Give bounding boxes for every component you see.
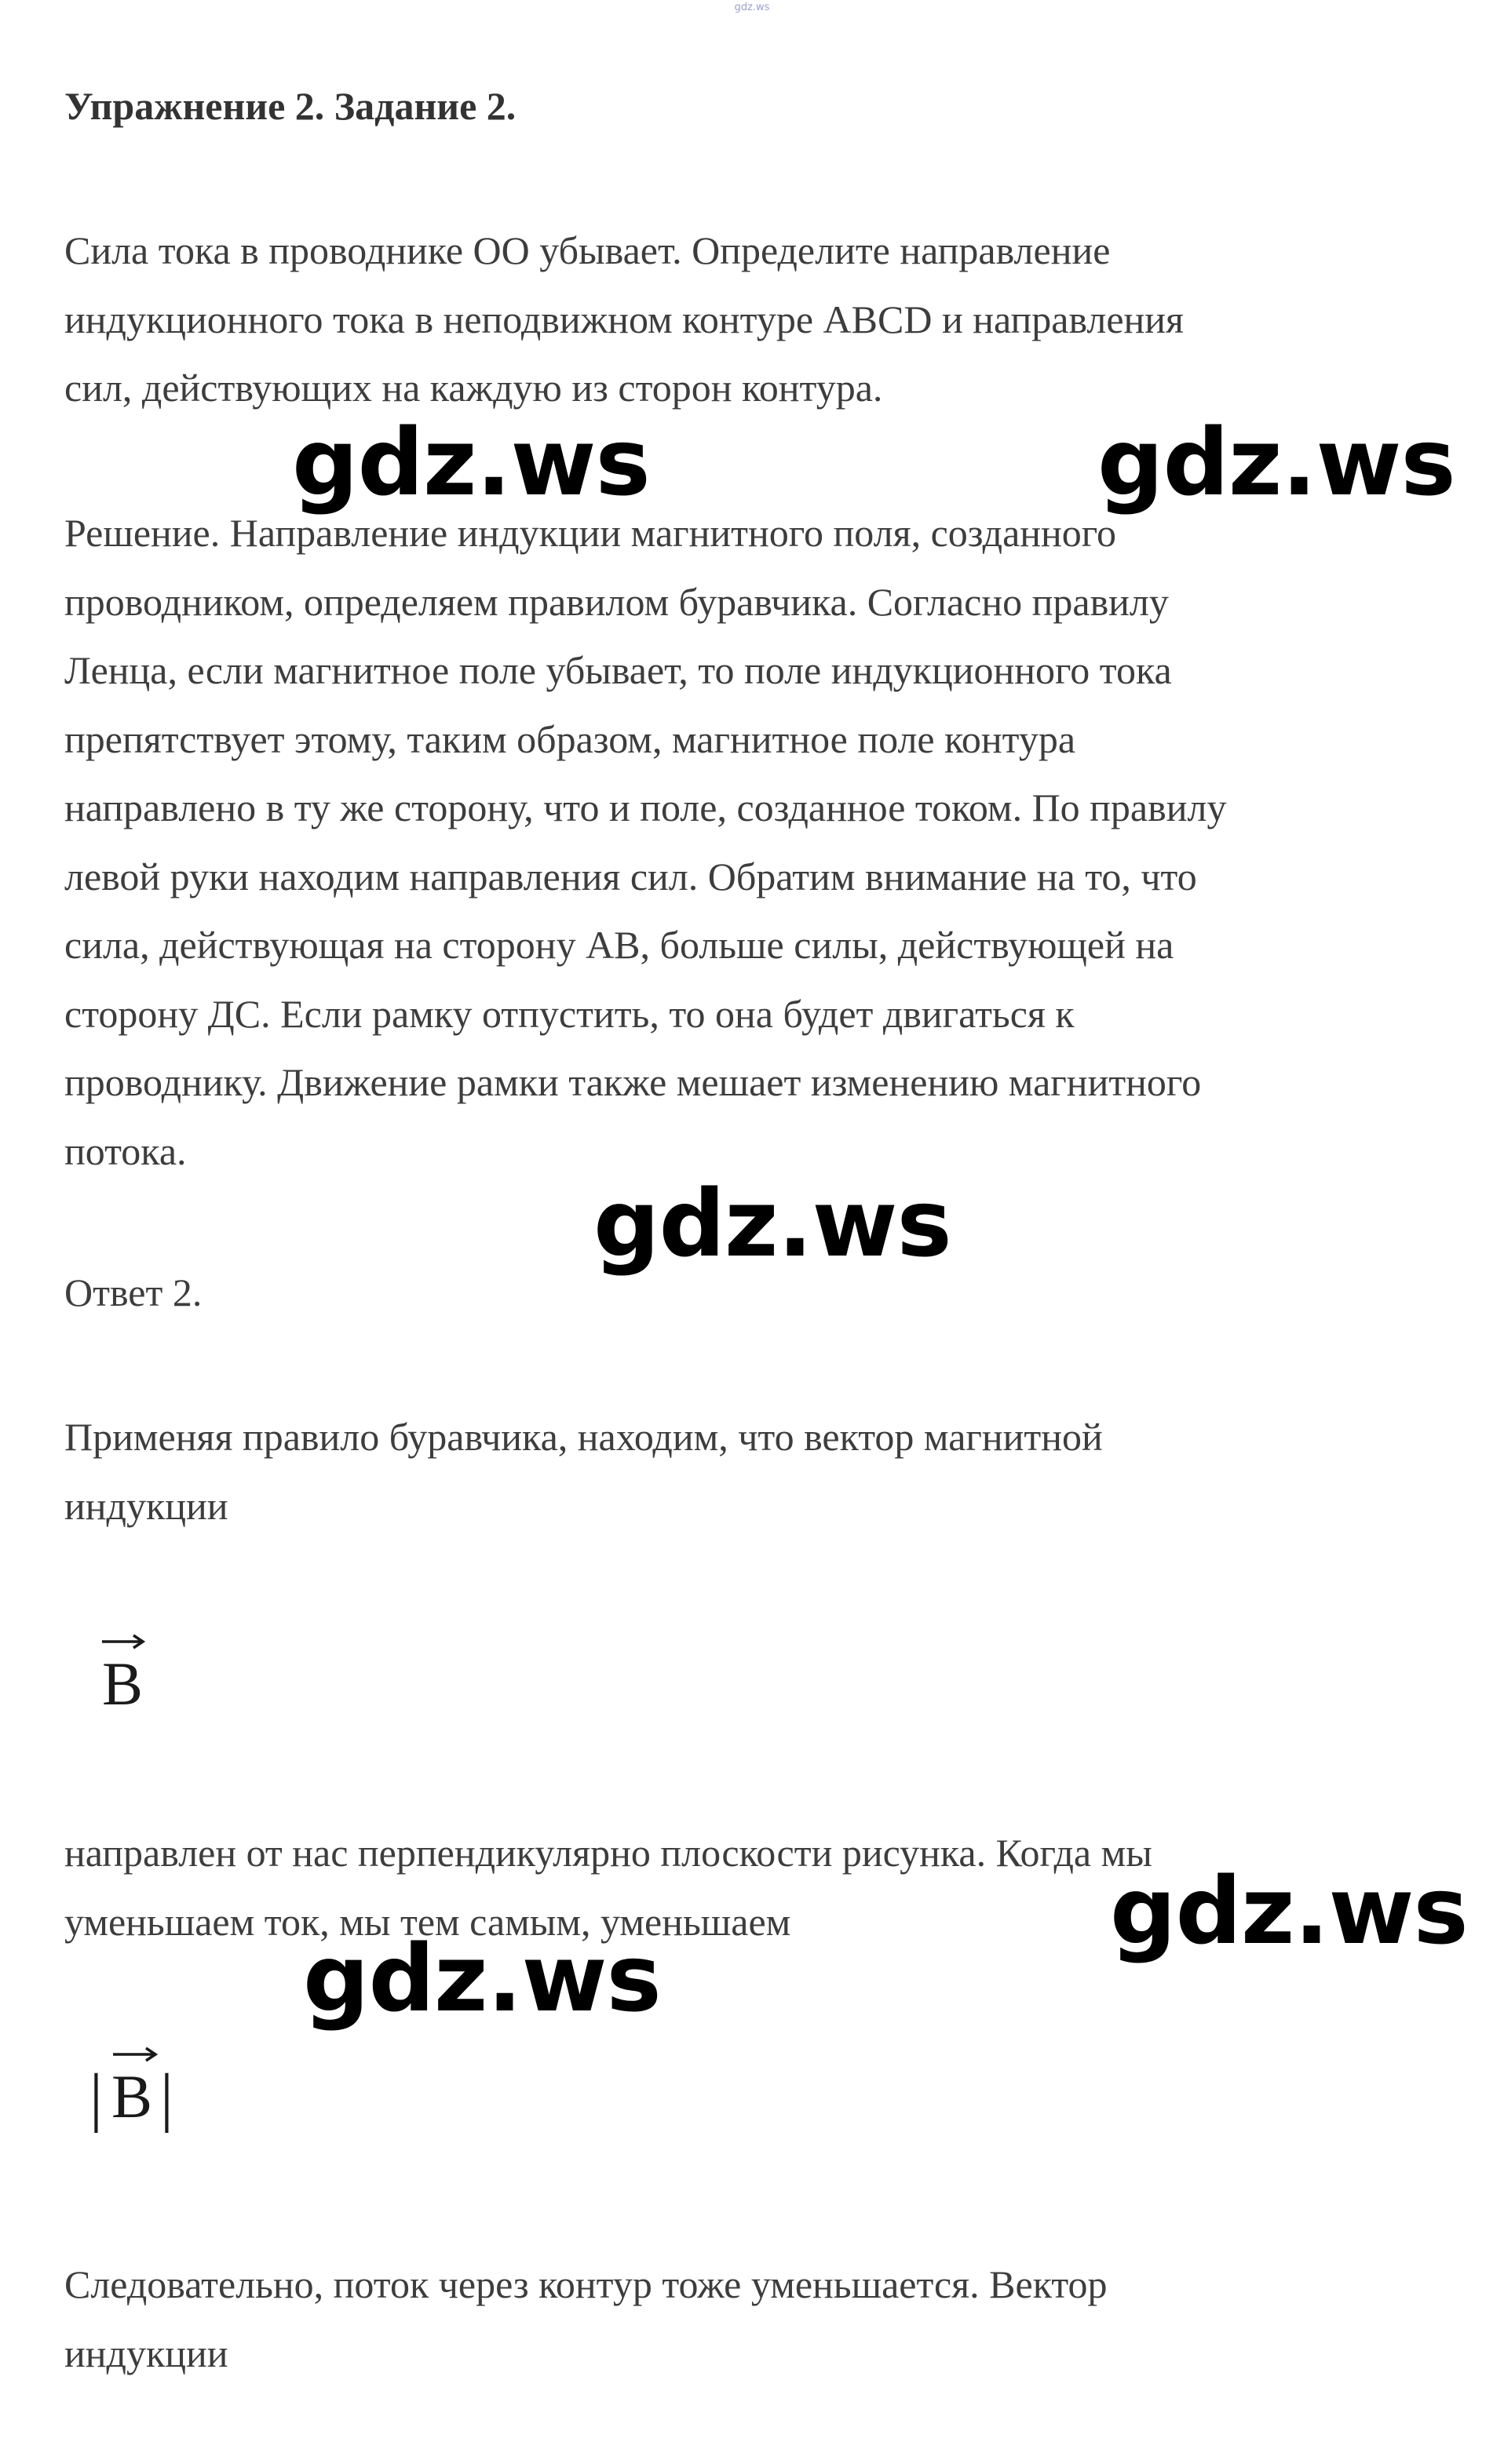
task-paragraph	[64, 217, 1469, 423]
text-line: сила, действующая на сторону АВ, больше силы, действующей на	[64, 923, 1174, 967]
text-line: Сила тока в проводнике ОО убывает. Определите направление	[64, 228, 1111, 272]
vector-b-magnitude-formula	[88, 2040, 182, 2134]
watermark-text: gdz.ws	[593, 1169, 951, 1278]
text-line: индукционного тока в неподвижном контуре ABCD и направления	[64, 297, 1185, 341]
text-line: потока.	[64, 1128, 187, 1173]
left-abs-bar: |	[89, 2061, 103, 2134]
text-line: Применяя правило буравчика, находим, что вектор магнитной	[64, 1415, 1103, 1459]
text-line: левой руки находим направления сил. Обратим внимание на то, что	[64, 854, 1197, 898]
text-line: индукции	[64, 1483, 228, 1528]
vector-arrow-icon	[96, 1632, 151, 1711]
explanation-paragraph-3	[64, 2251, 1469, 2388]
text-line: уменьшаем ток, мы тем самым, уменьшаем	[64, 1899, 791, 1944]
text-line: сил, действующих на каждую из сторон контура.	[64, 366, 883, 410]
solution-paragraph	[64, 499, 1469, 1186]
watermark-text: gdz.ws	[1097, 408, 1455, 516]
text-line: направлен от нас перпендикулярно плоскости рисунка. Когда мы	[64, 1831, 1152, 1875]
watermark-text: gdz.ws	[1110, 1857, 1468, 1965]
explanation-paragraph-1	[64, 1403, 1469, 1540]
vector-symbol: B	[102, 1649, 144, 1711]
watermark-text: gdz.ws	[292, 408, 650, 516]
vector-symbol: B	[111, 2062, 153, 2130]
text-line: индукции	[64, 2331, 228, 2375]
text-line: сторону ДС. Если рамку отпустить, то она будет двигаться к	[64, 991, 1075, 1036]
right-abs-bar: |	[160, 2061, 173, 2134]
vector-arrow-icon	[88, 2040, 182, 2134]
text-line: проводнику. Движение рамки также мешает изменению магнитного	[64, 1060, 1202, 1104]
watermark-text: gdz.ws	[303, 1924, 661, 2032]
text-line: препятствует этому, таким образом, магнитное поле контура	[64, 716, 1076, 761]
vector-b-formula	[96, 1632, 151, 1711]
exercise-title: Упражнение 2. Задание 2.	[64, 84, 517, 128]
text-line: Решение. Направление индукции магнитного поля, созданного	[64, 511, 1117, 555]
text-line: Следовательно, поток через контур тоже уменьшается. Вектор	[64, 2262, 1108, 2306]
text-line: направлено в ту же сторону, что и поле, созданное током. По правилу	[64, 785, 1227, 829]
text-line: проводником, определяем правилом буравчика. Согласно правилу	[64, 579, 1169, 624]
text-line: Ленца, если магнитное поле убывает, то поле индукционного тока	[64, 648, 1172, 692]
text-line: Ответ 2.	[64, 1270, 203, 1314]
site-mark: gdz.ws	[734, 2, 770, 13]
